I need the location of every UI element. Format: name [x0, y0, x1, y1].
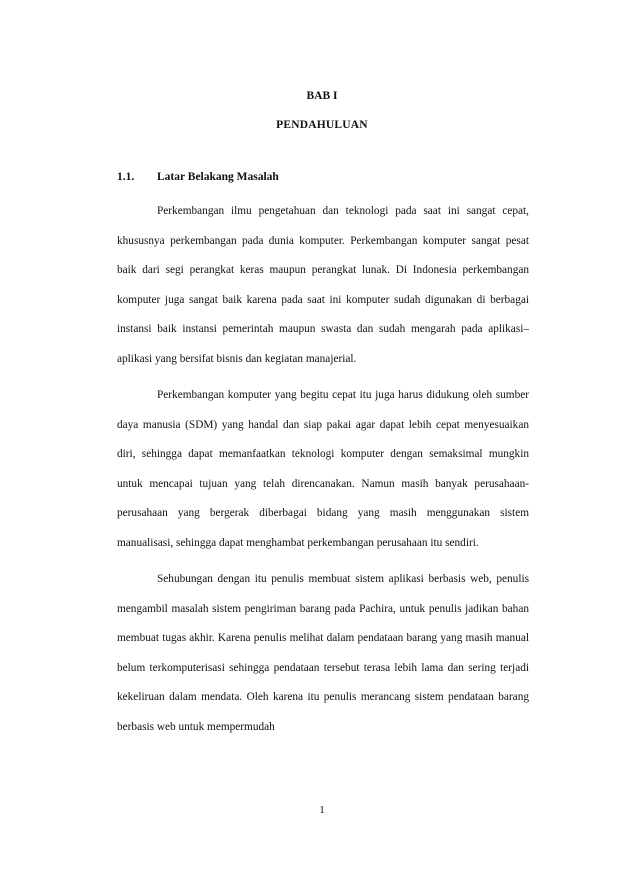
chapter-title: PENDAHULUAN — [276, 119, 368, 131]
paragraph: Perkembangan komputer yang begitu cepat itu juga harus didukung oleh sumber daya manusia (SDM) yang handal dan siap pakai agar dapat lebih cepat menyesuaikan diri, sehingga dapat memanfaatkan teknologi komputer dengan semaksimal mungkin untuk mencapai tujuan yang telah direncanakan. Namun masih banyak perusahaan-perusahaan yang bergerak diberbagai bidang yang masih menggunakan sistem manualisasi, sehingga dapat menghambat perkembangan perusahaan itu sendiri. — [117, 389, 529, 549]
page-number: 1 — [319, 804, 325, 816]
paragraph: Sehubungan dengan itu penulis membuat sistem aplikasi berbasis web, penulis mengambil masalah sistem pengiriman barang pada Pachira, untuk penulis jadikan bahan membuat tugas akhir. Karena penulis melihat dalam pendataan barang yang masih manual belum terkomputerisasi sehingga pendataan tersebut terasa lebih lama dan sering terjadi kekeliruan dalam mendata. Oleh karena itu penulis merancang sistem pendataan barang berbasis web untuk mempermudah — [117, 573, 529, 733]
paragraph: Perkembangan ilmu pengetahuan dan teknologi pada saat ini sangat cepat, khususnya perkembangan pada dunia komputer. Perkembangan komputer sangat pesat baik dari segi perangkat keras maupun perangkat lunak. Di Indonesia perkembangan komputer juga sangat baik karena pada saat ini komputer sudah digunakan di berbagai instansi baik instansi pemerintah maupun swasta dan sudah mengarah pada aplikasi–aplikasi yang bersifat bisnis dan kegiatan manajerial. — [117, 205, 529, 365]
body-text — [117, 197, 529, 749]
section-heading — [117, 170, 279, 184]
section-number: 1.1. — [117, 171, 135, 183]
section-title: Latar Belakang Masalah — [157, 171, 279, 183]
chapter-label: BAB I — [306, 90, 338, 102]
